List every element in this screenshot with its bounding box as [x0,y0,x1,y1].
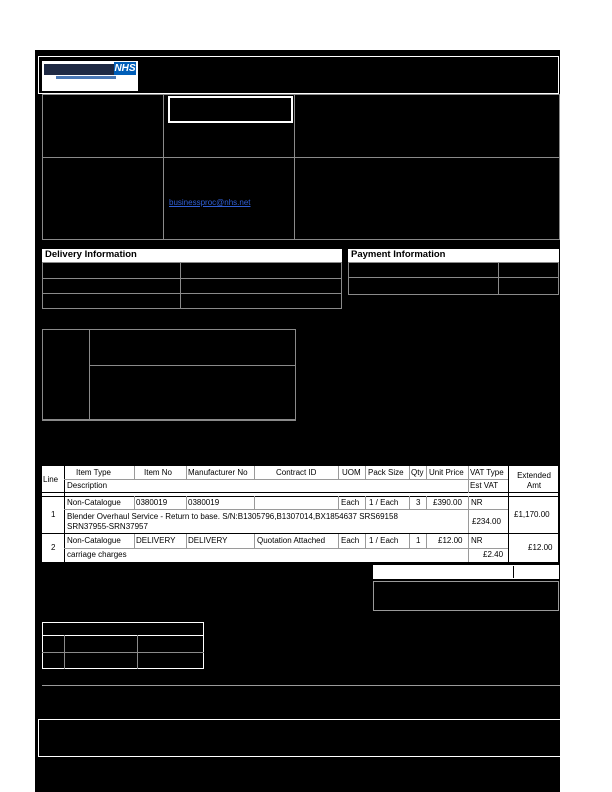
summary-table [42,622,204,669]
divider [89,365,296,366]
col-header-pack-size: Pack Size [368,468,404,477]
divider [338,466,339,479]
divider [338,534,339,548]
divider [64,548,508,549]
divider [42,278,342,279]
divider [409,496,410,509]
row2-item-type: Non-Catalogue [67,536,121,545]
divider [186,534,187,548]
row1-est-vat: £234.00 [472,517,501,526]
delivery-info-table [42,262,342,309]
totals-box [373,581,559,611]
divider [348,277,559,278]
divider [468,534,469,562]
footer-box [38,719,576,757]
row2-pack-size: 1 / Each [369,536,399,545]
divider [426,534,427,548]
divider [163,94,164,240]
row2-description: carriage charges [67,550,127,559]
col-header-est-vat: Est VAT [470,481,499,490]
divider [294,94,295,240]
divider [498,262,499,295]
divider [508,466,509,562]
divider [365,466,366,479]
divider [42,635,204,636]
payment-info-table [348,262,559,295]
divider [468,466,469,493]
col-header-extended-amt: Extended Amt [517,471,551,490]
footer-separator [42,685,560,686]
totals-bar [373,565,559,579]
notes-block [42,329,296,420]
order-number-box [168,96,293,123]
divider [186,496,187,509]
divider [42,420,296,421]
divider [338,496,339,509]
row2-unit-price: £12.00 [438,536,463,545]
nhs-logo-text: NHS [114,63,136,74]
row2-vat-type: NR [471,536,483,545]
row1-extended-amt: £1,170.00 [514,510,550,519]
row1-description-1: Blender Overhaul Service - Return to base. S/N:B1305796,B1307014,BX1854637 SRS69158 [67,512,398,521]
divider [254,496,255,509]
row1-item-no: 0380019 [136,498,168,507]
row2-manufacturer-no: DELIVERY [188,536,228,545]
divider [64,635,65,669]
divider [426,496,427,509]
row2-item-no: DELIVERY [136,536,176,545]
row1-unit-price: £390.00 [433,498,462,507]
divider [89,329,90,420]
col-header-item-type: Item Type [76,468,111,477]
col-header-contract-id: Contract ID [276,468,317,477]
row1-vat-type: NR [471,498,483,507]
row2-uom: Each [341,536,360,545]
payment-info-title: Payment Information [348,249,559,262]
col-header-uom: UOM [342,468,361,477]
divider [64,479,508,480]
divider [137,635,138,669]
row2-extended-amt: £12.00 [528,543,553,552]
col-header-qty: Qty [411,468,424,477]
divider [134,466,135,479]
row2-line: 2 [51,543,56,552]
row1-description-2: SRN37955-SRN37957 [67,522,148,531]
divider [42,293,342,294]
divider [180,262,181,309]
divider [186,466,187,479]
row2-est-vat: £2.40 [483,550,504,559]
col-header-line: Line [43,475,59,484]
order-info-block [42,94,560,240]
divider [42,533,558,534]
row1-pack-size: 1 / Each [369,498,399,507]
col-header-unit-price: Unit Price [429,468,464,477]
row1-qty: 3 [416,498,421,507]
row2-qty: 1 [416,536,421,545]
row1-line: 1 [51,510,56,519]
divider [365,496,366,509]
logo-underline [56,76,116,79]
divider [365,534,366,548]
divider [513,566,514,578]
col-header-description: Description [67,481,108,490]
row1-item-type: Non-Catalogue [67,498,121,507]
col-header-vat-type: VAT Type [470,468,504,477]
divider [468,496,469,533]
logo-bar [44,64,114,75]
divider [64,509,508,510]
divider [134,534,135,548]
divider [409,466,410,479]
divider [134,496,135,509]
divider [42,652,204,653]
divider [42,492,558,493]
divider [42,496,558,497]
divider [254,534,255,548]
row1-manufacturer-no: 0380019 [188,498,220,507]
delivery-info-title: Delivery Information [42,249,342,262]
supplier-email-link[interactable]: businessproc@nhs.net [169,198,251,207]
divider [42,157,560,158]
divider [254,466,255,479]
divider [426,466,427,479]
divider [409,534,410,548]
col-header-manufacturer-no: Manufacturer No [188,468,248,477]
row1-uom: Each [341,498,360,507]
line-items-table [42,466,558,562]
nhs-logo [42,61,138,91]
col-header-item-no: Item No [144,468,173,477]
row2-contract-id: Quotation Attached [257,536,326,545]
